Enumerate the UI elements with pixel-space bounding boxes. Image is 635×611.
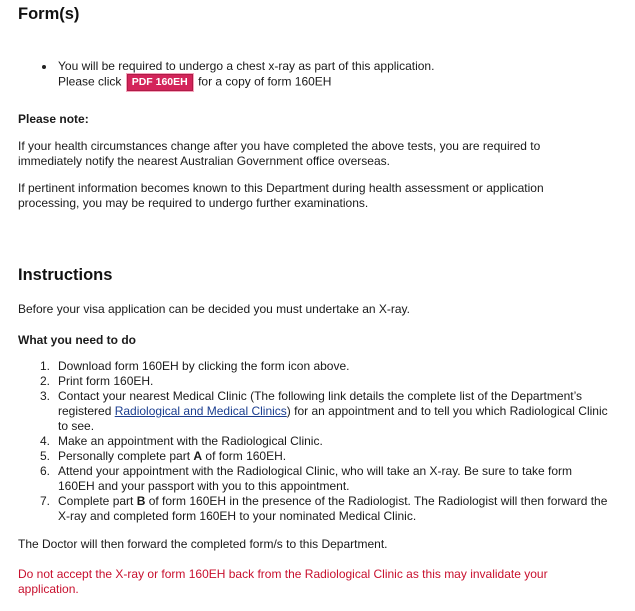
step-number: 6. (40, 464, 51, 478)
step-text: Make an appointment with the Radiological Clinic. (58, 434, 323, 448)
step-text: Personally complete part (58, 449, 194, 463)
health-change-paragraph: If your health circumstances change after you have completed the above tests, you are required to immediately notify the nearest Australian Government office overseas. (18, 139, 541, 168)
further-exam-paragraph: If pertinent information becomes known to this Department during health assessment or application processing, you may be required to undergo further examinations. (18, 181, 544, 210)
xray-requirement-text: You will be required to undergo a chest x-ray as part of this application. (58, 59, 435, 73)
step-text: Complete part (58, 494, 137, 508)
instruction-steps (18, 359, 608, 524)
list-item (18, 389, 608, 434)
list-item (18, 374, 608, 389)
step-text: Download form 160EH by clicking the form icon above. (58, 359, 350, 373)
step-number: 4. (40, 434, 51, 448)
forms-heading: Form(s) (18, 5, 80, 23)
please-click-text: Please click (58, 74, 122, 89)
radiological-clinics-link[interactable]: Radiological and Medical Clinics (114, 404, 287, 418)
step-text: of form 160EH. (202, 449, 287, 463)
warning-text: Do not accept the X-ray or form 160EH back from the Radiological Clinic as this may invalidate your application. (18, 567, 548, 596)
forms-bullet-list (18, 59, 434, 91)
list-item (18, 449, 608, 464)
step-text: ) for an appointment and to tell you which Radiological Clinic to see. (58, 404, 608, 433)
instructions-intro: Before your visa application can be decided you must undertake an X-ray. (18, 302, 411, 316)
list-item (18, 359, 608, 374)
step-number: 5. (40, 449, 51, 463)
step-number: 7. (40, 494, 51, 508)
step-number: 3. (40, 389, 51, 403)
list-item (18, 494, 608, 524)
part-a-label: A (193, 449, 203, 463)
instructions-heading: Instructions (18, 266, 113, 284)
please-note-heading: Please note: (18, 112, 89, 126)
step-text: Attend your appointment with the Radiological Clinic, who will take an X-ray. Be sure to take form 160EH and your passport with you to this appointment. (58, 464, 573, 493)
what-you-need-heading: What you need to do (18, 333, 136, 347)
list-item (18, 59, 434, 91)
pdf-160eh-button[interactable]: PDF 160EH (127, 74, 193, 91)
form-copy-text: for a copy of form 160EH (198, 74, 332, 89)
list-item (18, 434, 608, 449)
part-b-label: B (136, 494, 146, 508)
step-number: 2. (40, 374, 51, 388)
step-text: of form 160EH in the presence of the Radiologist. The Radiologist will then forward the X-ray and completed form 160EH to your nominated Medical Clinic. (58, 494, 608, 523)
step-text: Contact your nearest Medical Clinic (The following link details the complete list of the Department’s registered (58, 389, 583, 418)
step-text: Print form 160EH. (58, 374, 154, 388)
doctor-forward-note: The Doctor will then forward the completed form/s to this Department. (18, 537, 388, 551)
list-item (18, 464, 608, 494)
step-number: 1. (40, 359, 51, 373)
